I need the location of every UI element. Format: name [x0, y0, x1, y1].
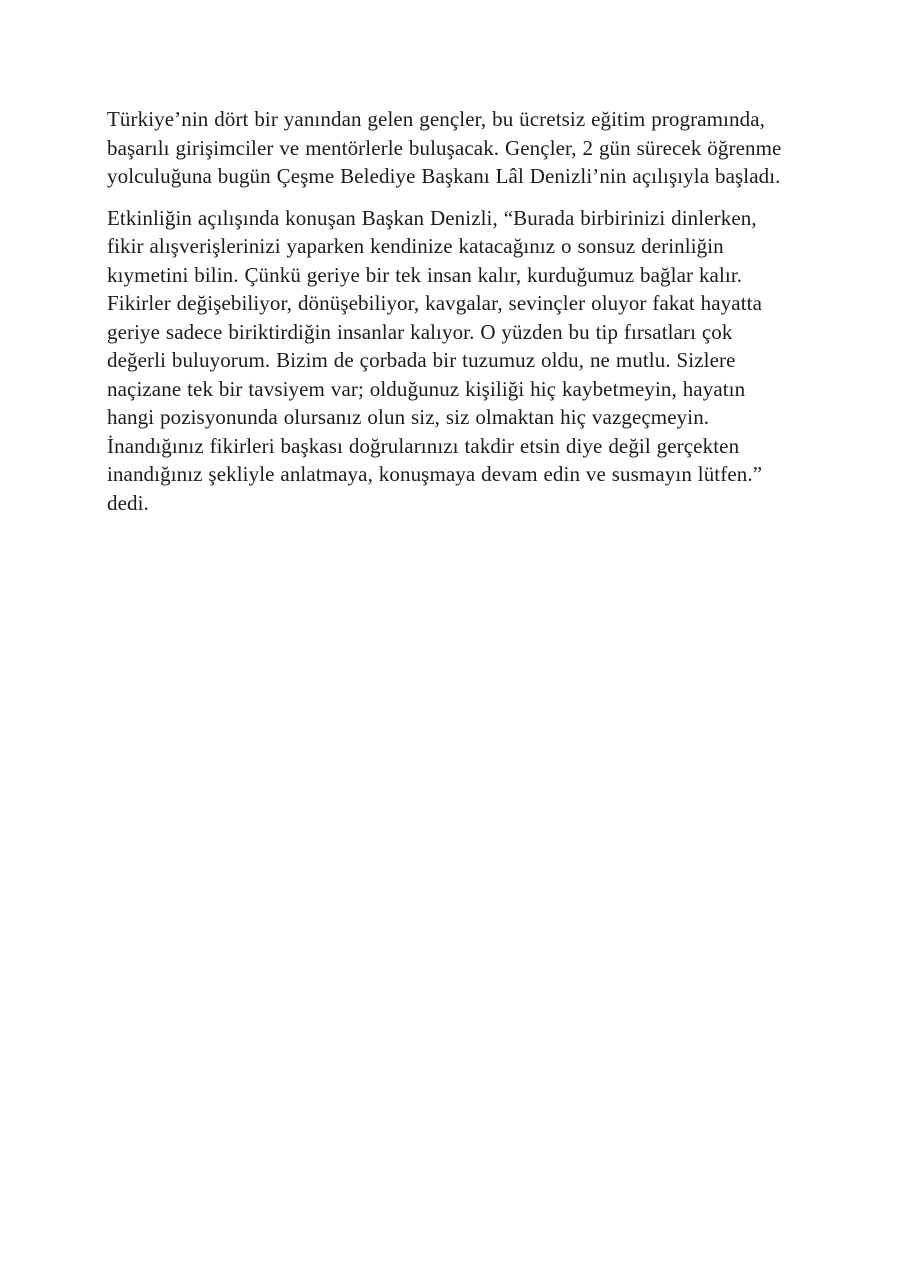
- paragraph-intro: Türkiye’nin dört bir yanından gelen gençler, bu ücretsiz eğitim programında, başarılı girişimciler ve mentörlerle buluşacak. Gençler, 2 gün sürecek öğrenme yolculuğuna bugün Çeşme Belediye Başkanı Lâl Denizli’nin açılışıyla başladı.: [107, 107, 782, 188]
- paragraph-speech: Etkinliğin açılışında konuşan Başkan Denizli, “Burada birbirinizi dinlerken, fikir alışverişlerinizi yaparken kendinize katacağınız o sonsuz derinliğin kıymetini bilin. Çünkü geriye bir tek insan kalır, kurduğumuz bağlar kalır. Fikirler değişebiliyor, dönüşebiliyor, kavgalar, sevinçler oluyor fakat hayatta geriye sadece biriktirdiğin insanlar kalıyor. O yüzden bu tip fırsatları çok değerli buluyorum. Bizim de çorbada bir tuzumuz oldu, ne mutlu. Sizlere naçizane tek bir tavsiyem var; olduğunuz kişiliği hiç kaybetmeyin, hayatın hangi pozisyonunda olursanız olun siz, siz olmaktan hiç vazgeçmeyin. İnandığınız fikirleri başkası doğrularınızı takdir etsin diye değil gerçekten inandığınız şekliyle anlatmaya, konuşmaya devam edin ve susmayın lütfen.” dedi.: [107, 205, 763, 515]
